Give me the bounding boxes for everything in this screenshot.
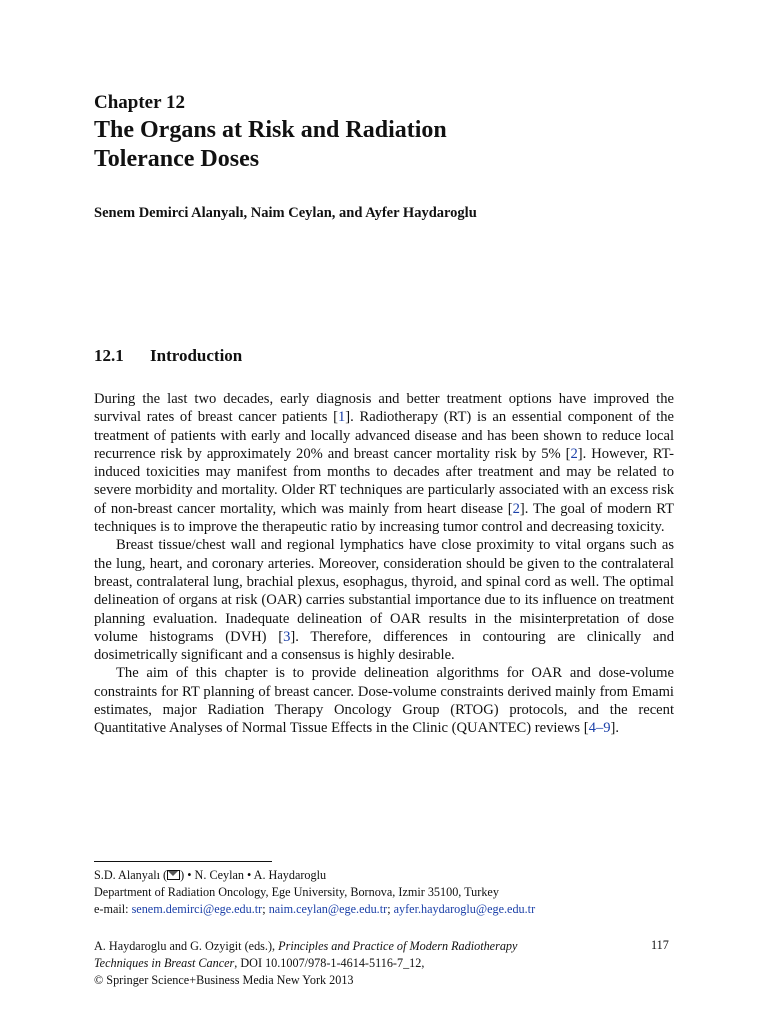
text-run: ]. Radiotherapy (RT) is an essential component of the treatment of patients with early and locally advanced disease and has been shown to reduce local recurrence risk by approximately 20% and breast cancer mortality risk by 5% [	[94, 409, 674, 462]
section-number: 12.1	[94, 346, 124, 365]
text-run: ) • N. Ceylan • A. Haydaroglu	[180, 868, 327, 882]
text-run: ].	[610, 720, 620, 737]
chapter-label: Chapter 12	[94, 92, 185, 113]
text-run: The aim of this chapter is to provide delineation algorithms for OAR and dose-volume constraints for RT planning of breast cancer. Dose-volume constraints derived mainly from Emami estimates, major Radiation Therapy Oncology Group (RTOG) protocols, and the recent Quantitative Analyses of Normal Tissue Effects in the Clinic (QUANTEC) reviews [	[94, 665, 674, 737]
author-list: Senem Demirci Alanyalı, Naim Ceylan, and Ayfer Haydaroglu	[94, 205, 477, 221]
citation-doi: , DOI 10.1007/978-1-4614-5116-7_12,	[234, 956, 425, 970]
text-run: ]. The goal of modern RT techniques is to improve the therapeutic ratio by increasing tumor control and decreasing toxicity.	[94, 500, 675, 536]
page-number: 117	[651, 938, 669, 952]
citation-editors: A. Haydaroglu and G. Ozyigit (eds.),	[94, 939, 279, 953]
section-title: Introduction	[150, 346, 243, 365]
chapter-title-line-1: The Organs at Risk and Radiation	[94, 117, 447, 143]
footnote-authors	[94, 867, 694, 884]
body-text	[94, 390, 674, 738]
footnote-emails	[94, 901, 694, 918]
author-footnote	[94, 867, 694, 918]
reference-link[interactable]: 4–9	[588, 720, 611, 737]
text-run: Breast tissue/chest wall and regional lymphatics have close proximity to vital organs such as the lung, heart, and coronary arteries. Moreover, consideration should be given to the contralateral breast, contralateral lung, brachial plexus, esophagus, thyroid, and spinal cord as well. The optimal delineation of organs at risk (OAR) carries substantial importance due to its influence on treatment planning evaluation. Inadequate delineation of OAR results in the misinterpretation of dose volume histograms (DVH) [	[94, 537, 674, 645]
paragraph-2	[94, 536, 674, 664]
text-run: S.D. Alanyalı (	[94, 868, 168, 882]
reference-link[interactable]: 3	[283, 628, 291, 645]
paragraph-3	[94, 664, 674, 737]
separator: ;	[387, 902, 394, 916]
text-run: During the last two decades, early diagnosis and better treatment options have improved the survival rates of breast cancer patients [	[94, 391, 674, 426]
book-citation	[94, 938, 564, 989]
reference-link[interactable]: 1	[338, 409, 346, 426]
paragraph-1	[94, 390, 674, 536]
citation-book-title: Principles and Practice of Modern Radiotherapy Techniques in Breast Cancer	[94, 939, 518, 970]
email-link[interactable]: ayfer.haydaroglu@ege.edu.tr	[393, 902, 536, 916]
envelope-icon	[167, 870, 180, 880]
chapter-title	[94, 116, 694, 174]
email-link[interactable]: naim.ceylan@ege.edu.tr	[268, 902, 388, 916]
email-link[interactable]: senem.demirci@ege.edu.tr	[131, 902, 263, 916]
text-run: ]. However, RT-induced toxicities may manifest from months to decades after treatment and may be related to severe morbidity and mortality. Older RT techniques are particularly associated with an excess risk of non-breast cancer mortality, which was mainly from heart disease [	[94, 445, 674, 517]
email-label: e-mail:	[94, 902, 132, 916]
footnote-department: Department of Radiation Oncology, Ege University, Bornova, Izmir 35100, Turkey	[94, 885, 499, 899]
text-run: ]. Therefore, differences in contouring are clinically and dosimetrically significant and a consensus is highly desirable.	[94, 628, 674, 664]
reference-link[interactable]: 2	[512, 500, 520, 517]
chapter-title-line-2: Tolerance Doses	[94, 146, 260, 172]
footnote-divider	[94, 861, 272, 862]
reference-link[interactable]: 2	[570, 445, 578, 462]
citation-copyright: © Springer Science+Business Media New York 2013	[94, 973, 354, 987]
section-heading	[94, 346, 242, 366]
separator: ;	[262, 902, 269, 916]
